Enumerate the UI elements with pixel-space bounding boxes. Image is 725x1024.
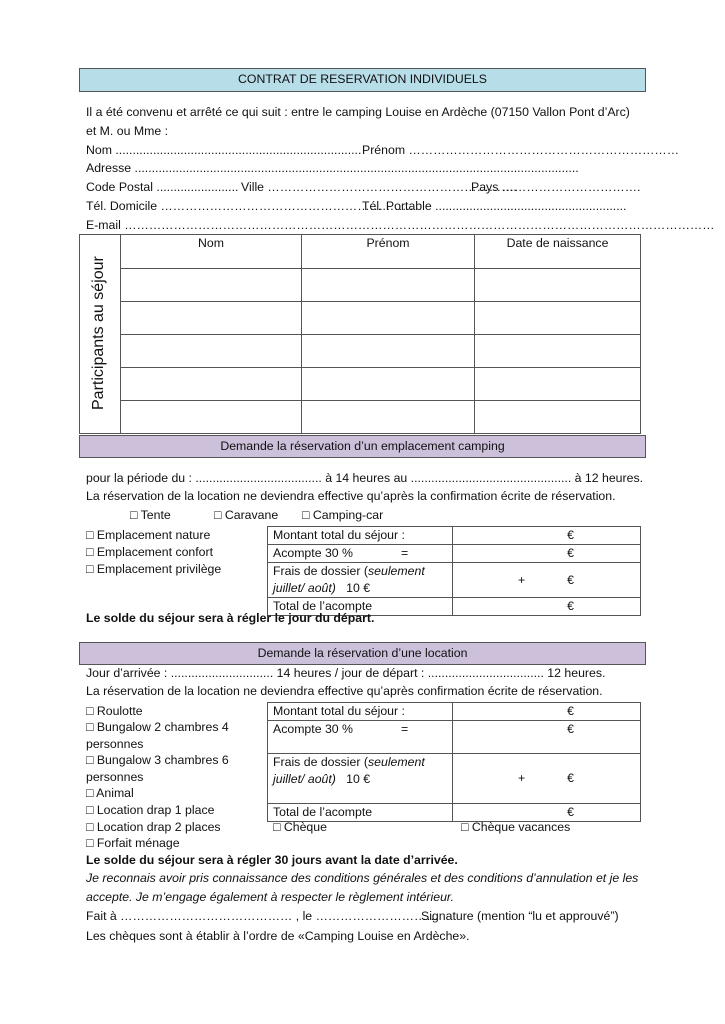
cell[interactable]	[121, 302, 302, 335]
checkbox-roulotte[interactable]: □ Roulotte	[86, 704, 143, 718]
euro: €	[453, 804, 641, 822]
euro: €	[453, 545, 641, 563]
acompte-label: Acompte 30 % =	[268, 545, 453, 563]
cell[interactable]	[302, 368, 475, 401]
camping-note: La réservation de la location ne deviendra effective qu’après la confirmation écrite de réservation.	[86, 489, 616, 503]
header-prenom: Prénom	[302, 235, 475, 269]
cell[interactable]	[475, 368, 641, 401]
checkbox-bungalow-3[interactable]: □ Bungalow 3 chambres 6	[86, 753, 229, 767]
form-title: CONTRAT DE RESERVATION INDIVIDUELS	[79, 68, 646, 92]
table-row	[80, 368, 641, 401]
intro-line: et M. ou Mme :	[86, 124, 169, 138]
tel-domicile-field[interactable]: Tél. Domicile ……………………………………………………..	[86, 199, 414, 213]
montant-label: Montant total du séjour :	[268, 527, 453, 545]
header-date-naissance: Date de naissance	[475, 235, 641, 269]
cell[interactable]	[302, 401, 475, 434]
euro: €	[453, 527, 641, 545]
cell[interactable]	[121, 368, 302, 401]
cheques-note: Les chèques sont à établir à l’ordre de «Camping Louise en Ardèche».	[86, 929, 470, 943]
ville-field[interactable]: Ville …………………………………………………….	[241, 180, 517, 194]
fait-a-field[interactable]: Fait à …………………………………… , le …………………………	[86, 909, 439, 923]
prenom-field[interactable]: Prénom …………………………………………………………	[362, 143, 680, 157]
participants-side-cell	[80, 235, 121, 434]
acompte-label: Acompte 30 % =	[268, 721, 453, 754]
adresse-field[interactable]: Adresse ..................................................................................................................................	[86, 161, 579, 175]
checkbox-drap-1[interactable]: □ Location drap 1 place	[86, 803, 215, 817]
cell[interactable]	[475, 302, 641, 335]
checkbox-drap-2[interactable]: □ Location drap 2 places	[86, 820, 221, 834]
pays-field[interactable]: Pays …………………………….	[471, 180, 641, 194]
euro: €	[453, 703, 641, 721]
table-row	[80, 335, 641, 368]
location-note: La réservation de la location ne deviendra effective qu’après confirmation écrite de réservation.	[86, 684, 603, 698]
table-row	[80, 401, 641, 434]
euro: + €	[453, 754, 641, 804]
code-postal-field[interactable]: Code Postal ........................	[86, 180, 239, 194]
euro: + €	[453, 563, 641, 598]
cell[interactable]	[475, 335, 641, 368]
checkbox-menage[interactable]: □ Forfait ménage	[86, 836, 180, 850]
jour-line: Jour d’arrivée : .............................. 14 heures / jour de départ : .................................. 12 heures.	[86, 666, 606, 680]
checkbox-animal[interactable]: □ Animal	[86, 786, 134, 800]
frais-label: Frais de dossier (seulement juillet/ août) 10 €	[268, 563, 453, 598]
location-price-table	[267, 702, 641, 822]
accept-line: accepte. Je m’engage également à respecter le règlement intérieur.	[86, 890, 454, 904]
frais-label: Frais de dossier (seulement juillet/ août) 10 €	[268, 754, 453, 804]
checkbox-cheque-vacances[interactable]: □ Chèque vacances	[461, 820, 571, 834]
accept-line: Je reconnais avoir pris connaissance des conditions générales et des conditions d’annulation et je les	[86, 871, 639, 885]
checkbox-cheque[interactable]: □ Chèque	[273, 820, 327, 834]
header-nom: Nom	[121, 235, 302, 269]
camping-solde: Le solde du séjour sera à régler le jour du départ.	[86, 611, 375, 625]
nom-field[interactable]: Nom ........................................................................	[86, 143, 362, 157]
tel-portable-field[interactable]: Tél. Portable ........................................................	[362, 199, 627, 213]
cell[interactable]	[475, 401, 641, 434]
checkbox-nature[interactable]: □ Emplacement nature	[86, 528, 211, 542]
participants-table	[79, 234, 641, 434]
periode-line: pour la période du : ..................................... à 14 heures au ............................................... à 12 heures.	[86, 471, 644, 485]
montant-label: Montant total du séjour :	[268, 703, 453, 721]
participants-label: Participants au séjour	[90, 256, 107, 410]
cell[interactable]	[121, 269, 302, 302]
total-label: Total de l’acompte	[268, 598, 453, 616]
checkbox-privilege[interactable]: □ Emplacement privilège	[86, 562, 222, 576]
euro: €	[453, 598, 641, 616]
cell[interactable]	[302, 269, 475, 302]
option-text: personnes	[86, 770, 144, 784]
total-label: Total de l’acompte	[268, 804, 453, 822]
cell[interactable]	[302, 335, 475, 368]
cell[interactable]	[121, 335, 302, 368]
cell[interactable]	[121, 401, 302, 434]
checkbox-bungalow-2[interactable]: □ Bungalow 2 chambres 4	[86, 720, 229, 734]
intro-line: Il a été convenu et arrêté ce qui suit : entre le camping Louise en Ardèche (07150 Vallon Pont d’Arc)	[86, 105, 630, 119]
checkbox-caravane[interactable]: □ Caravane	[214, 508, 279, 522]
table-row	[80, 269, 641, 302]
email-field[interactable]: E-mail ………………………………………………………………………………………………………………………………	[86, 218, 715, 232]
signature-label: Signature (mention “lu et approuvé”)	[421, 909, 619, 923]
location-solde: Le solde du séjour sera à régler 30 jours avant la date d’arrivée.	[86, 853, 458, 867]
checkbox-camping-car[interactable]: □ Camping-car	[302, 508, 384, 522]
euro: €	[453, 721, 641, 754]
location-header: Demande la réservation d’une location	[79, 642, 646, 665]
cell[interactable]	[302, 302, 475, 335]
camping-price-table	[267, 526, 641, 616]
option-text: personnes	[86, 737, 144, 751]
checkbox-tente[interactable]: □ Tente	[130, 508, 171, 522]
camping-header: Demande la réservation d’un emplacement camping	[79, 435, 646, 458]
cell[interactable]	[475, 269, 641, 302]
table-row	[80, 302, 641, 335]
checkbox-confort[interactable]: □ Emplacement confort	[86, 545, 214, 559]
